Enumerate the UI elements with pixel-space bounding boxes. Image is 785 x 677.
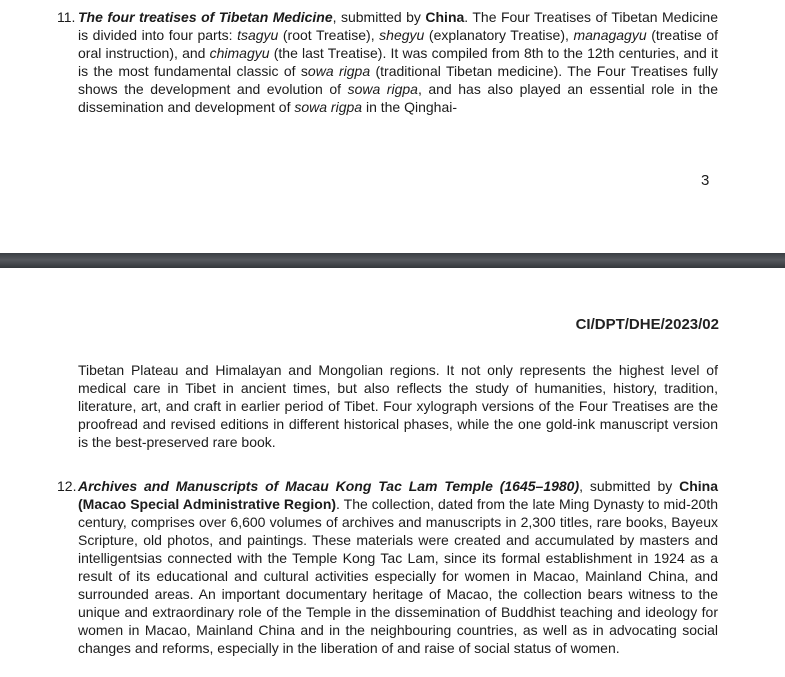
- list-number-11: 11.: [57, 9, 76, 25]
- document-reference: CI/DPT/DHE/2023/02: [575, 316, 719, 333]
- page-number: 3: [701, 172, 710, 189]
- page-separator: [0, 253, 785, 268]
- list-item-12: [57, 477, 719, 657]
- list-item-12-text: Archives and Manuscripts of Macau Kong Tac Lam Temple (1645–1980), submitted by China (Macao Special Administrative Region). The collection, dated from the late Ming Dynasty to mid-20th century, comprises over 6,600 volumes of archives and manuscripts in 2,300 titles, rare books, Bayeux Scripture, old photos, and paintings. These materials were created and accumulated by masters and intelligentsias connected with the Temple Kong Tac Lam, since its formal establishment in 1924 as a result of its educational and cultural activities especially for women in Macao, Mainland China, and surrounded areas. An important documentary heritage of Macao, the collection bears witness to the unique and extraordinary role of the Temple in the dissemination of Buddhist teaching and ideology for women in Macao, Mainland China and in the neighbouring countries, as well as in advocating social changes and reforms, especially in the liberation of and raise of social status of women.: [78, 478, 719, 656]
- list-number-12: 12.: [57, 478, 77, 494]
- list-item-11: [57, 8, 719, 116]
- item-11-continuation-paragraph: Tibetan Plateau and Himalayan and Mongolian regions. It not only represents the highest level of medical care in Tibet in ancient times, but also reflects the study of humanities, history, tradition, literature, art, and craft in earlier period of Tibet. Four xylograph versions of the Four Treatises are the proofread and revised editions in different historical phases, while the one gold-ink manuscript version is the best-preserved rare book.: [78, 362, 718, 450]
- list-item-11-text: The four treatises of Tibetan Medicine, submitted by China. The Four Treatises of Tibetan Medicine is divided into four parts: tsagyu (root Treatise), shegyu (explanatory Treatise), managagyu (treatise of oral instruction), and chimagyu (the last Treatise). It was compiled from 8th to the 12th centuries, and it is the most fundamental classic of sowa rigpa (traditional Tibetan medicine). The Four Treatises fully shows the development and evolution of sowa rigpa, and has also played an essential role in the dissemination and development of sowa rigpa in the Qinghai-: [78, 9, 719, 115]
